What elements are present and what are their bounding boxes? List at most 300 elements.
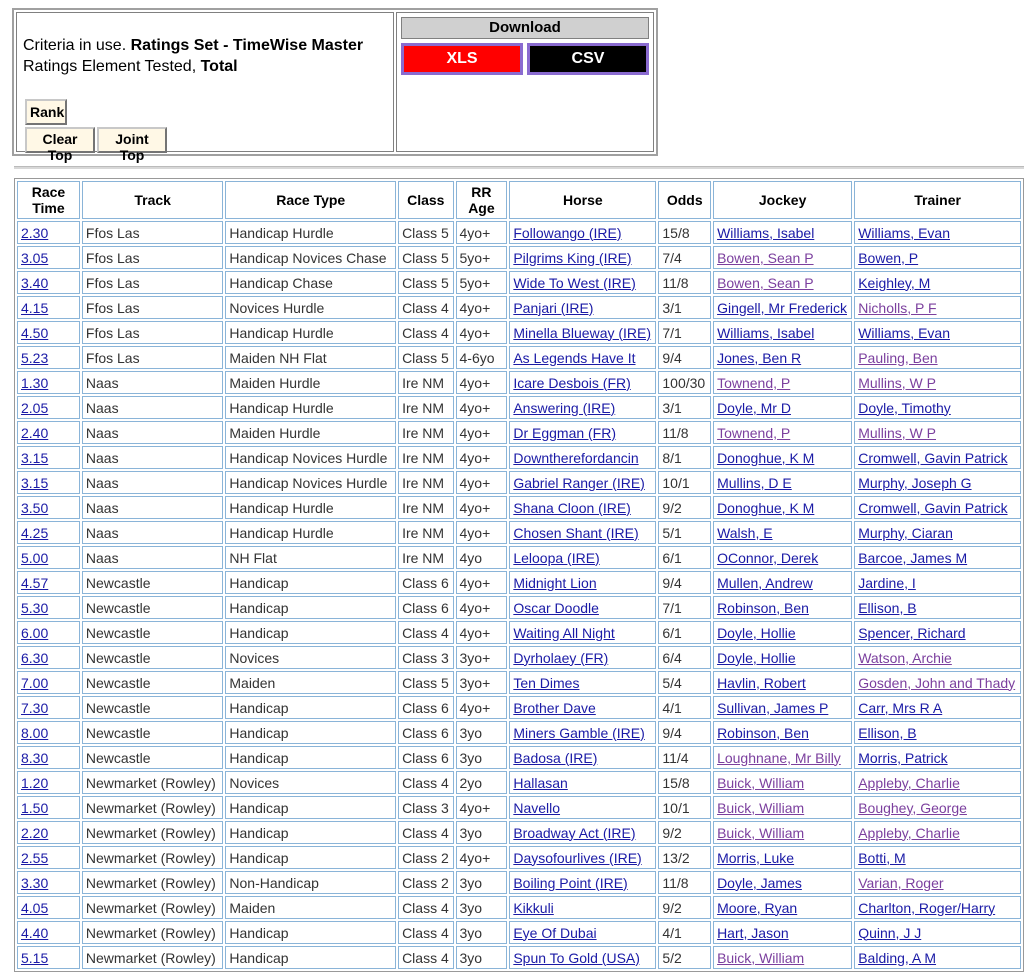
cell-race-time bbox=[17, 696, 80, 719]
trainer-link[interactable]: Boughey, George bbox=[858, 799, 967, 816]
download-panel bbox=[396, 12, 654, 152]
horse-link[interactable]: Brother Dave bbox=[513, 699, 596, 716]
cell-odds: 5/2 bbox=[658, 946, 711, 969]
cell-track: Newcastle bbox=[82, 696, 223, 719]
cell-rr-age: 4yo+ bbox=[456, 421, 508, 444]
cell-race-type: Handicap Novices Hurdle bbox=[225, 446, 396, 469]
cell-rr-age: 4yo+ bbox=[456, 321, 508, 344]
column-header-race-type[interactable]: Race Type bbox=[225, 181, 396, 219]
cell-race-time bbox=[17, 621, 80, 644]
trainer-link[interactable]: Varian, Roger bbox=[858, 874, 944, 891]
cell-trainer bbox=[854, 371, 1021, 394]
cell-track: Naas bbox=[82, 496, 223, 519]
trainer-link[interactable]: Bowen, P bbox=[858, 249, 919, 266]
column-header-rr-age[interactable]: RR Age bbox=[456, 181, 508, 219]
cell-jockey bbox=[713, 721, 852, 744]
jockey-link[interactable]: Robinson, Ben bbox=[717, 724, 809, 741]
clear-top-button[interactable]: Clear Top bbox=[25, 127, 95, 153]
horse-link[interactable]: Followango (IRE) bbox=[513, 224, 622, 241]
horse-link[interactable]: Leloopa (IRE) bbox=[513, 549, 600, 566]
trainer-link[interactable]: Ellison, B bbox=[858, 724, 917, 741]
horse-link[interactable]: Pilgrims King (IRE) bbox=[513, 249, 632, 266]
cell-race-type: Handicap Hurdle bbox=[225, 521, 396, 544]
cell-jockey bbox=[713, 471, 852, 494]
cell-jockey bbox=[713, 671, 852, 694]
trainer-link[interactable]: Carr, Mrs R A bbox=[858, 699, 943, 716]
race-time-link[interactable]: 4.50 bbox=[21, 324, 49, 341]
cell-track: Newcastle bbox=[82, 721, 223, 744]
cell-odds: 5/4 bbox=[658, 671, 711, 694]
horse-link[interactable]: Icare Desbois (FR) bbox=[513, 374, 631, 391]
cell-trainer bbox=[854, 621, 1021, 644]
cell-class: Class 6 bbox=[398, 571, 453, 594]
trainer-link[interactable]: Watson, Archie bbox=[858, 649, 952, 666]
cell-track: Newcastle bbox=[82, 746, 223, 769]
trainer-link[interactable]: Williams, Evan bbox=[858, 224, 950, 241]
trainer-link[interactable]: Quinn, J J bbox=[858, 924, 922, 941]
cell-race-type: Handicap Chase bbox=[225, 271, 396, 294]
horse-link[interactable]: Broadway Act (IRE) bbox=[513, 824, 636, 841]
cell-rr-age: 4yo+ bbox=[456, 696, 508, 719]
race-time-link[interactable]: 4.25 bbox=[21, 524, 49, 541]
cell-jockey bbox=[713, 571, 852, 594]
trainer-link[interactable]: Ellison, B bbox=[858, 599, 917, 616]
horse-link[interactable]: Oscar Doodle bbox=[513, 599, 599, 616]
cell-odds: 13/2 bbox=[658, 846, 711, 869]
trainer-link[interactable]: Williams, Evan bbox=[858, 324, 950, 341]
cell-odds: 5/1 bbox=[658, 521, 711, 544]
cell-track: Ffos Las bbox=[82, 246, 223, 269]
jockey-link[interactable]: Doyle, James bbox=[717, 874, 802, 891]
horse-link[interactable]: Miners Gamble (IRE) bbox=[513, 724, 645, 741]
cell-track: Naas bbox=[82, 446, 223, 469]
cell-class: Class 6 bbox=[398, 721, 453, 744]
cell-odds: 6/4 bbox=[658, 646, 711, 669]
cell-jockey bbox=[713, 796, 852, 819]
cell-rr-age: 3yo bbox=[456, 946, 508, 969]
cell-horse bbox=[509, 221, 656, 244]
cell-race-time bbox=[17, 446, 80, 469]
trainer-link[interactable]: Mullins, W P bbox=[858, 424, 936, 441]
table-header-row bbox=[17, 181, 1021, 219]
cell-class: Ire NM bbox=[398, 496, 453, 519]
jockey-link[interactable]: Buick, William bbox=[717, 799, 805, 816]
trainer-link[interactable]: Gosden, John and Thady bbox=[858, 674, 1016, 691]
jockey-link[interactable]: Gingell, Mr Frederick bbox=[717, 299, 847, 316]
cell-track: Newmarket (Rowley) bbox=[82, 946, 223, 969]
jockey-link[interactable]: Walsh, E bbox=[717, 524, 773, 541]
table-row bbox=[17, 896, 1021, 919]
cell-race-type: Maiden bbox=[225, 896, 396, 919]
race-time-link[interactable]: 4.40 bbox=[21, 924, 49, 941]
jockey-link[interactable]: Donoghue, K M bbox=[717, 499, 815, 516]
xls-download-button[interactable]: XLS bbox=[401, 43, 523, 75]
cell-horse bbox=[509, 896, 656, 919]
cell-track: Newmarket (Rowley) bbox=[82, 846, 223, 869]
jockey-link[interactable]: Townend, P bbox=[717, 374, 791, 391]
cell-odds: 7/1 bbox=[658, 321, 711, 344]
horse-link[interactable]: Chosen Shant (IRE) bbox=[513, 524, 639, 541]
cell-trainer bbox=[854, 471, 1021, 494]
race-time-link[interactable]: 2.40 bbox=[21, 424, 49, 441]
cell-track: Newmarket (Rowley) bbox=[82, 796, 223, 819]
cell-class: Class 4 bbox=[398, 896, 453, 919]
criteria-box bbox=[16, 12, 394, 163]
cell-track: Naas bbox=[82, 421, 223, 444]
criteria-line2-prefix: Ratings Element Tested, bbox=[23, 58, 197, 75]
cell-odds: 9/2 bbox=[658, 896, 711, 919]
cell-jockey bbox=[713, 696, 852, 719]
cell-race-time bbox=[17, 421, 80, 444]
cell-horse bbox=[509, 396, 656, 419]
cell-rr-age: 4yo+ bbox=[456, 446, 508, 469]
trainer-link[interactable]: Morris, Patrick bbox=[858, 749, 948, 766]
cell-trainer bbox=[854, 221, 1021, 244]
jockey-link[interactable]: OConnor, Derek bbox=[717, 549, 819, 566]
cell-odds: 9/2 bbox=[658, 821, 711, 844]
jockey-link[interactable]: Doyle, Hollie bbox=[717, 624, 796, 641]
trainer-link[interactable]: Cromwell, Gavin Patrick bbox=[858, 449, 1008, 466]
cell-odds: 9/4 bbox=[658, 346, 711, 369]
cell-jockey bbox=[713, 871, 852, 894]
cell-track: Newcastle bbox=[82, 596, 223, 619]
cell-rr-age: 4yo bbox=[456, 546, 508, 569]
cell-jockey bbox=[713, 921, 852, 944]
cell-jockey bbox=[713, 596, 852, 619]
cell-trainer bbox=[854, 771, 1021, 794]
horse-link[interactable]: Wide To West (IRE) bbox=[513, 274, 636, 291]
cell-horse bbox=[509, 846, 656, 869]
jockey-link[interactable]: Doyle, Mr D bbox=[717, 399, 791, 416]
cell-class: Ire NM bbox=[398, 471, 453, 494]
race-time-link[interactable]: 1.50 bbox=[21, 799, 49, 816]
race-time-link[interactable]: 2.20 bbox=[21, 824, 49, 841]
race-time-link[interactable]: 2.30 bbox=[21, 224, 49, 241]
cell-jockey bbox=[713, 946, 852, 969]
cell-race-time bbox=[17, 946, 80, 969]
cell-odds: 11/8 bbox=[658, 271, 711, 294]
column-header-class[interactable]: Class bbox=[398, 181, 453, 219]
column-header-track[interactable]: Track bbox=[82, 181, 223, 219]
trainer-link[interactable]: Appleby, Charlie bbox=[858, 774, 960, 791]
race-time-link[interactable]: 2.55 bbox=[21, 849, 49, 866]
cell-race-time bbox=[17, 471, 80, 494]
cell-rr-age: 4yo+ bbox=[456, 371, 508, 394]
horse-link[interactable]: Spun To Gold (USA) bbox=[513, 949, 640, 966]
table-row bbox=[17, 921, 1021, 944]
cell-odds: 9/4 bbox=[658, 721, 711, 744]
cell-rr-age: 4yo+ bbox=[456, 296, 508, 319]
race-time-link[interactable]: 4.57 bbox=[21, 574, 49, 591]
cell-race-time bbox=[17, 871, 80, 894]
cell-class: Ire NM bbox=[398, 446, 453, 469]
cell-jockey bbox=[713, 546, 852, 569]
cell-class: Class 4 bbox=[398, 621, 453, 644]
horse-link[interactable]: Eye Of Dubai bbox=[513, 924, 597, 941]
cell-rr-age: 4yo+ bbox=[456, 496, 508, 519]
horse-link[interactable]: Shana Cloon (IRE) bbox=[513, 499, 631, 516]
race-time-link[interactable]: 3.30 bbox=[21, 874, 49, 891]
cell-class: Class 4 bbox=[398, 821, 453, 844]
table-row bbox=[17, 496, 1021, 519]
cell-race-time bbox=[17, 671, 80, 694]
cell-rr-age: 3yo bbox=[456, 821, 508, 844]
column-header-odds[interactable]: Odds bbox=[658, 181, 711, 219]
cell-odds: 9/4 bbox=[658, 571, 711, 594]
horse-link[interactable]: Midnight Lion bbox=[513, 574, 597, 591]
cell-horse bbox=[509, 421, 656, 444]
jockey-link[interactable]: Buick, William bbox=[717, 774, 805, 791]
cell-race-time bbox=[17, 921, 80, 944]
race-time-link[interactable]: 4.15 bbox=[21, 299, 49, 316]
table-row bbox=[17, 796, 1021, 819]
horse-link[interactable]: Dr Eggman (FR) bbox=[513, 424, 617, 441]
cell-rr-age: 3yo bbox=[456, 721, 508, 744]
csv-download-button[interactable]: CSV bbox=[527, 43, 649, 75]
cell-trainer bbox=[854, 746, 1021, 769]
jockey-link[interactable]: Buick, William bbox=[717, 949, 805, 966]
jockey-link[interactable]: Mullen, Andrew bbox=[717, 574, 813, 591]
horse-link[interactable]: Panjari (IRE) bbox=[513, 299, 594, 316]
cell-race-time bbox=[17, 721, 80, 744]
cell-race-type: Handicap Hurdle bbox=[225, 221, 396, 244]
cell-race-type: NH Flat bbox=[225, 546, 396, 569]
cell-race-type: Maiden bbox=[225, 671, 396, 694]
jockey-link[interactable]: Williams, Isabel bbox=[717, 224, 815, 241]
table-row bbox=[17, 871, 1021, 894]
cell-horse bbox=[509, 446, 656, 469]
jockey-link[interactable]: Buick, William bbox=[717, 824, 805, 841]
cell-track: Naas bbox=[82, 521, 223, 544]
cell-race-type: Novices Hurdle bbox=[225, 296, 396, 319]
race-time-link[interactable]: 3.05 bbox=[21, 249, 49, 266]
jockey-link[interactable]: Moore, Ryan bbox=[717, 899, 798, 916]
cell-class: Class 5 bbox=[398, 671, 453, 694]
jockey-link[interactable]: Hart, Jason bbox=[717, 924, 789, 941]
column-header-jockey[interactable]: Jockey bbox=[713, 181, 852, 219]
horse-link[interactable]: Downtherefordancin bbox=[513, 449, 639, 466]
cell-trainer bbox=[854, 721, 1021, 744]
cell-rr-age: 2yo bbox=[456, 771, 508, 794]
cell-horse bbox=[509, 271, 656, 294]
download-title: Download bbox=[401, 17, 649, 39]
cell-race-type: Non-Handicap bbox=[225, 871, 396, 894]
jockey-link[interactable]: Loughnane, Mr Billy bbox=[717, 749, 841, 766]
race-time-link[interactable]: 3.15 bbox=[21, 449, 49, 466]
cell-race-type: Handicap Hurdle bbox=[225, 496, 396, 519]
race-time-link[interactable]: 2.05 bbox=[21, 399, 49, 416]
jockey-link[interactable]: Williams, Isabel bbox=[717, 324, 815, 341]
horse-link[interactable]: Dyrholaey (FR) bbox=[513, 649, 609, 666]
cell-trainer bbox=[854, 546, 1021, 569]
trainer-link[interactable]: Nicholls, P F bbox=[858, 299, 937, 316]
race-time-link[interactable]: 7.30 bbox=[21, 699, 49, 716]
race-time-link[interactable]: 5.30 bbox=[21, 599, 49, 616]
cell-horse bbox=[509, 746, 656, 769]
jockey-link[interactable]: Donoghue, K M bbox=[717, 449, 815, 466]
race-time-link[interactable]: 6.30 bbox=[21, 649, 49, 666]
table-row bbox=[17, 371, 1021, 394]
cell-jockey bbox=[713, 621, 852, 644]
cell-horse bbox=[509, 671, 656, 694]
cell-odds: 11/8 bbox=[658, 871, 711, 894]
cell-trainer bbox=[854, 696, 1021, 719]
cell-jockey bbox=[713, 221, 852, 244]
trainer-link[interactable]: Appleby, Charlie bbox=[858, 824, 960, 841]
cell-race-time bbox=[17, 596, 80, 619]
cell-class: Class 2 bbox=[398, 871, 453, 894]
cell-odds: 6/1 bbox=[658, 621, 711, 644]
horse-link[interactable]: As Legends Have It bbox=[513, 349, 636, 366]
column-header-trainer[interactable]: Trainer bbox=[854, 181, 1021, 219]
cell-race-type: Handicap bbox=[225, 621, 396, 644]
cell-horse bbox=[509, 696, 656, 719]
race-time-link[interactable]: 1.20 bbox=[21, 774, 49, 791]
column-header-horse[interactable]: Horse bbox=[509, 181, 656, 219]
horse-link[interactable]: Navello bbox=[513, 799, 561, 816]
cell-horse bbox=[509, 571, 656, 594]
cell-jockey bbox=[713, 521, 852, 544]
jockey-link[interactable]: Havlin, Robert bbox=[717, 674, 806, 691]
table-row bbox=[17, 521, 1021, 544]
race-time-link[interactable]: 8.00 bbox=[21, 724, 49, 741]
race-time-link[interactable]: 6.00 bbox=[21, 624, 49, 641]
race-time-link[interactable]: 7.00 bbox=[21, 674, 49, 691]
horse-link[interactable]: Answering (IRE) bbox=[513, 399, 616, 416]
criteria-line1-prefix: Criteria in use. bbox=[23, 37, 127, 54]
trainer-link[interactable]: Keighley, M bbox=[858, 274, 931, 291]
race-time-link[interactable]: 3.40 bbox=[21, 274, 49, 291]
jockey-link[interactable]: Sullivan, James P bbox=[717, 699, 829, 716]
cell-rr-age: 4yo+ bbox=[456, 571, 508, 594]
horse-link[interactable]: Minella Blueway (IRE) bbox=[513, 324, 652, 341]
trainer-link[interactable]: Botti, M bbox=[858, 849, 906, 866]
cell-race-time bbox=[17, 571, 80, 594]
joint-top-button[interactable]: Joint Top bbox=[97, 127, 167, 153]
race-time-link[interactable]: 5.15 bbox=[21, 949, 49, 966]
cell-race-time bbox=[17, 221, 80, 244]
jockey-link[interactable]: Townend, P bbox=[717, 424, 791, 441]
horse-link[interactable]: Daysofourlives (IRE) bbox=[513, 849, 642, 866]
race-time-link[interactable]: 3.15 bbox=[21, 474, 49, 491]
trainer-link[interactable]: Doyle, Timothy bbox=[858, 399, 951, 416]
table-row bbox=[17, 696, 1021, 719]
cell-horse bbox=[509, 646, 656, 669]
cell-odds: 9/2 bbox=[658, 496, 711, 519]
cell-class: Class 3 bbox=[398, 796, 453, 819]
cell-trainer bbox=[854, 946, 1021, 969]
column-header-race-time[interactable]: Race Time bbox=[17, 181, 80, 219]
cell-rr-age: 4yo+ bbox=[456, 471, 508, 494]
race-time-link[interactable]: 3.50 bbox=[21, 499, 49, 516]
trainer-link[interactable]: Pauling, Ben bbox=[858, 349, 938, 366]
cell-race-time bbox=[17, 321, 80, 344]
horse-link[interactable]: Hallasan bbox=[513, 774, 568, 791]
race-time-link[interactable]: 8.30 bbox=[21, 749, 49, 766]
cell-odds: 10/1 bbox=[658, 471, 711, 494]
cell-track: Naas bbox=[82, 396, 223, 419]
cell-track: Newmarket (Rowley) bbox=[82, 896, 223, 919]
cell-rr-age: 5yo+ bbox=[456, 246, 508, 269]
jockey-link[interactable]: Jones, Ben R bbox=[717, 349, 802, 366]
cell-odds: 100/30 bbox=[658, 371, 711, 394]
race-time-link[interactable]: 4.05 bbox=[21, 899, 49, 916]
cell-rr-age: 4-6yo bbox=[456, 346, 508, 369]
ratings-element-name: Total bbox=[200, 58, 238, 75]
trainer-link[interactable]: Murphy, Ciaran bbox=[858, 524, 953, 541]
trainer-link[interactable]: Cromwell, Gavin Patrick bbox=[858, 499, 1008, 516]
cell-horse bbox=[509, 621, 656, 644]
race-time-link[interactable]: 1.30 bbox=[21, 374, 49, 391]
cell-class: Ire NM bbox=[398, 371, 453, 394]
table-row bbox=[17, 771, 1021, 794]
trainer-link[interactable]: Mullins, W P bbox=[858, 374, 936, 391]
horse-link[interactable]: Boiling Point (IRE) bbox=[513, 874, 628, 891]
trainer-link[interactable]: Jardine, I bbox=[858, 574, 916, 591]
jockey-link[interactable]: Doyle, Hollie bbox=[717, 649, 796, 666]
cell-track: Newmarket (Rowley) bbox=[82, 821, 223, 844]
cell-class: Ire NM bbox=[398, 546, 453, 569]
jockey-link[interactable]: Bowen, Sean P bbox=[717, 249, 814, 266]
cell-race-type: Handicap bbox=[225, 796, 396, 819]
race-time-link[interactable]: 5.23 bbox=[21, 349, 49, 366]
race-time-link[interactable]: 5.00 bbox=[21, 549, 49, 566]
rank-button[interactable]: Rank bbox=[25, 99, 67, 125]
trainer-link[interactable]: Balding, A M bbox=[858, 949, 937, 966]
cell-horse bbox=[509, 871, 656, 894]
table-row bbox=[17, 596, 1021, 619]
cell-odds: 4/1 bbox=[658, 696, 711, 719]
trainer-link[interactable]: Spencer, Richard bbox=[858, 624, 966, 641]
cell-trainer bbox=[854, 396, 1021, 419]
trainer-link[interactable]: Barcoe, James M bbox=[858, 549, 968, 566]
table-row bbox=[17, 571, 1021, 594]
cell-odds: 7/4 bbox=[658, 246, 711, 269]
cell-rr-age: 4yo+ bbox=[456, 521, 508, 544]
cell-odds: 8/1 bbox=[658, 446, 711, 469]
table-row bbox=[17, 321, 1021, 344]
cell-class: Class 4 bbox=[398, 921, 453, 944]
cell-race-type: Handicap bbox=[225, 921, 396, 944]
horse-link[interactable]: Ten Dimes bbox=[513, 674, 580, 691]
horse-link[interactable]: Waiting All Night bbox=[513, 624, 615, 641]
cell-race-time bbox=[17, 646, 80, 669]
trainer-link[interactable]: Murphy, Joseph G bbox=[858, 474, 972, 491]
cell-class: Class 6 bbox=[398, 746, 453, 769]
cell-horse bbox=[509, 796, 656, 819]
jockey-link[interactable]: Bowen, Sean P bbox=[717, 274, 814, 291]
cell-race-time bbox=[17, 371, 80, 394]
jockey-link[interactable]: Robinson, Ben bbox=[717, 599, 809, 616]
cell-rr-age: 3yo+ bbox=[456, 671, 508, 694]
cell-race-time bbox=[17, 296, 80, 319]
cell-trainer bbox=[854, 571, 1021, 594]
cell-track: Ffos Las bbox=[82, 221, 223, 244]
jockey-link[interactable]: Mullins, D E bbox=[717, 474, 792, 491]
horse-link[interactable]: Gabriel Ranger (IRE) bbox=[513, 474, 645, 491]
cell-trainer bbox=[854, 296, 1021, 319]
jockey-link[interactable]: Morris, Luke bbox=[717, 849, 795, 866]
cell-odds: 11/4 bbox=[658, 746, 711, 769]
cell-track: Naas bbox=[82, 371, 223, 394]
races-table bbox=[14, 178, 1024, 972]
cell-jockey bbox=[713, 846, 852, 869]
trainer-link[interactable]: Charlton, Roger/Harry bbox=[858, 899, 996, 916]
horse-link[interactable]: Badosa (IRE) bbox=[513, 749, 598, 766]
cell-class: Class 4 bbox=[398, 771, 453, 794]
cell-race-time bbox=[17, 796, 80, 819]
horse-link[interactable]: Kikkuli bbox=[513, 899, 554, 916]
